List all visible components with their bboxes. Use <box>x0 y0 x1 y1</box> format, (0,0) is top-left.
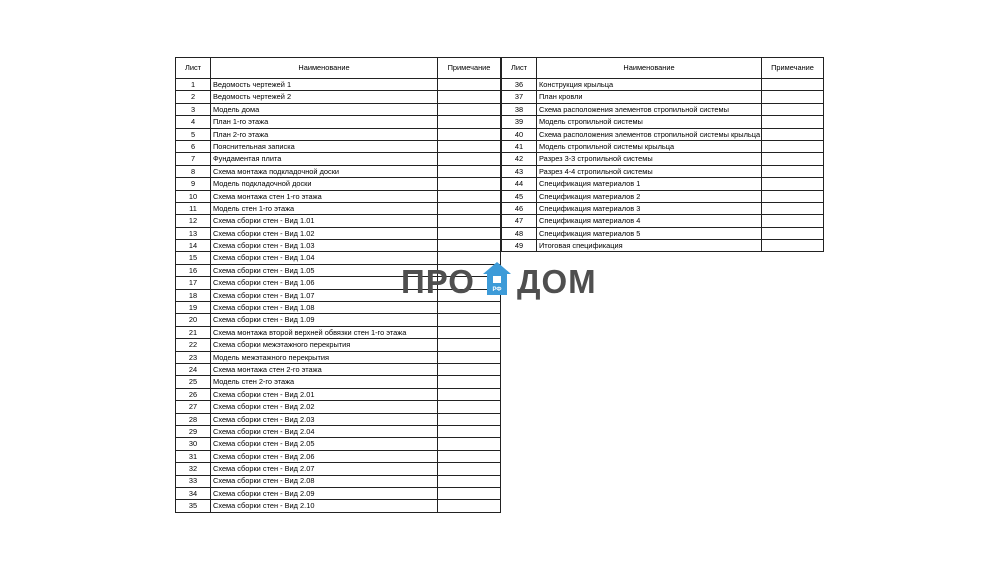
sheet-note <box>762 178 824 190</box>
sheet-note <box>438 178 501 190</box>
sheet-number: 48 <box>502 227 537 239</box>
sheet-number: 43 <box>502 165 537 177</box>
table-row <box>502 79 824 91</box>
sheet-name: Модель стропильной системы крыльца <box>537 140 762 152</box>
table-row <box>176 376 501 388</box>
table-row <box>176 363 501 375</box>
sheet-number: 32 <box>176 463 211 475</box>
sheet-name: Ведомость чертежей 1 <box>211 79 438 91</box>
table-row <box>176 202 501 214</box>
sheet-number: 31 <box>176 450 211 462</box>
table-row <box>176 240 501 252</box>
prodom-logo <box>401 262 601 300</box>
col-header-name: Наименование <box>211 58 438 79</box>
sheet-note <box>762 116 824 128</box>
sheet-name: Спецификация материалов 4 <box>537 215 762 227</box>
sheet-number: 38 <box>502 103 537 115</box>
sheet-number: 40 <box>502 128 537 140</box>
table-row <box>176 463 501 475</box>
sheet-name: Спецификация материалов 5 <box>537 227 762 239</box>
sheet-note <box>762 103 824 115</box>
sheet-name: Итоговая спецификация <box>537 240 762 252</box>
table-row <box>176 227 501 239</box>
sheet-name: Схема монтажа стен 2-го этажа <box>211 363 438 375</box>
sheet-name: Схема сборки стен - Вид 1.08 <box>211 302 438 314</box>
table-row <box>176 487 501 499</box>
table-row <box>176 413 501 425</box>
sheet-number: 20 <box>176 314 211 326</box>
sheet-note <box>762 240 824 252</box>
sheet-name: Разрез 3-3 стропильной системы <box>537 153 762 165</box>
sheet-number: 45 <box>502 190 537 202</box>
sheet-note <box>438 103 501 115</box>
table-row <box>176 153 501 165</box>
sheet-name: Модель подкладочной доски <box>211 178 438 190</box>
sheet-name: План 2-го этажа <box>211 128 438 140</box>
sheet-note <box>438 314 501 326</box>
sheet-number: 7 <box>176 153 211 165</box>
sheet-number: 47 <box>502 215 537 227</box>
table-row <box>176 326 501 338</box>
sheet-number: 13 <box>176 227 211 239</box>
table-row <box>176 339 501 351</box>
sheet-note <box>762 215 824 227</box>
sheet-number: 41 <box>502 140 537 152</box>
table-row <box>176 302 501 314</box>
sheet-number: 37 <box>502 91 537 103</box>
sheet-name: Модель межэтажного перекрытия <box>211 351 438 363</box>
sheet-number: 46 <box>502 202 537 214</box>
sheet-note <box>438 475 501 487</box>
sheet-note <box>438 165 501 177</box>
table-row <box>176 388 501 400</box>
table-header-row <box>502 58 824 79</box>
sheet-number: 23 <box>176 351 211 363</box>
sheet-note <box>438 425 501 437</box>
table-row <box>176 103 501 115</box>
table-row <box>176 190 501 202</box>
table-row <box>502 215 824 227</box>
sheet-name: Схема сборки стен - Вид 2.07 <box>211 463 438 475</box>
sheet-note <box>762 128 824 140</box>
sheet-number: 26 <box>176 388 211 400</box>
sheet-note <box>438 215 501 227</box>
table-row <box>502 91 824 103</box>
logo-text-pro: ПРО <box>401 263 475 300</box>
table-row <box>502 227 824 239</box>
sheet-note <box>438 339 501 351</box>
sheet-name: Схема монтажа стен 1-го этажа <box>211 190 438 202</box>
table-body-right <box>502 79 824 252</box>
drawings-table-right <box>501 57 824 252</box>
sheet-note <box>438 376 501 388</box>
sheet-note <box>438 450 501 462</box>
sheet-number: 18 <box>176 289 211 301</box>
sheet-number: 11 <box>176 202 211 214</box>
sheet-number: 21 <box>176 326 211 338</box>
sheet-number: 19 <box>176 302 211 314</box>
sheet-name: Схема сборки стен - Вид 2.10 <box>211 500 438 512</box>
sheet-note <box>438 140 501 152</box>
sheet-name: Схема сборки стен - Вид 2.04 <box>211 425 438 437</box>
col-header-note: Примечание <box>762 58 824 79</box>
col-header-note: Примечание <box>438 58 501 79</box>
sheet-number: 33 <box>176 475 211 487</box>
logo-text-dom: ДОМ <box>517 263 597 300</box>
table-header-row <box>176 58 501 79</box>
sheet-number: 36 <box>502 79 537 91</box>
sheet-note <box>438 202 501 214</box>
sheet-number: 3 <box>176 103 211 115</box>
sheet-number: 2 <box>176 91 211 103</box>
col-header-sheet: Лист <box>176 58 211 79</box>
sheet-number: 34 <box>176 487 211 499</box>
sheet-number: 16 <box>176 264 211 276</box>
sheet-name: План кровли <box>537 91 762 103</box>
table-row <box>176 351 501 363</box>
sheet-number: 9 <box>176 178 211 190</box>
sheet-note <box>438 240 501 252</box>
sheet-note <box>762 202 824 214</box>
sheet-note <box>762 227 824 239</box>
sheet-number: 14 <box>176 240 211 252</box>
table-row <box>176 128 501 140</box>
sheet-name: Схема сборки стен - Вид 1.03 <box>211 240 438 252</box>
sheet-note <box>438 500 501 512</box>
sheet-name: Схема сборки стен - Вид 1.05 <box>211 264 438 276</box>
sheet-number: 12 <box>176 215 211 227</box>
sheet-name: Схема сборки стен - Вид 1.09 <box>211 314 438 326</box>
table-row <box>502 103 824 115</box>
sheet-note <box>762 165 824 177</box>
sheet-name: Схема сборки стен - Вид 2.06 <box>211 450 438 462</box>
sheet-name: Спецификация материалов 2 <box>537 190 762 202</box>
sheet-number: 28 <box>176 413 211 425</box>
sheet-number: 42 <box>502 153 537 165</box>
sheet-name: Конструкция крыльца <box>537 79 762 91</box>
sheet-name: Схема монтажа второй верхней обвязки стен 1-го этажа <box>211 326 438 338</box>
sheet-note <box>438 153 501 165</box>
sheet-name: Схема сборки стен - Вид 2.02 <box>211 401 438 413</box>
sheet-note <box>438 302 501 314</box>
table-row <box>502 165 824 177</box>
sheet-number: 10 <box>176 190 211 202</box>
sheet-name: Модель стен 2-го этажа <box>211 376 438 388</box>
sheet-note <box>762 91 824 103</box>
sheet-name: Фундаментая плита <box>211 153 438 165</box>
table-row <box>176 401 501 413</box>
table-row <box>176 215 501 227</box>
sheet-number: 15 <box>176 252 211 264</box>
sheet-name: Модель дома <box>211 103 438 115</box>
sheet-note <box>438 91 501 103</box>
sheet-note <box>438 438 501 450</box>
sheet-name: Схема сборки стен - Вид 1.04 <box>211 252 438 264</box>
sheet-number: 44 <box>502 178 537 190</box>
sheet-number: 39 <box>502 116 537 128</box>
table-row <box>502 140 824 152</box>
logo-text-rf: РФ <box>492 287 502 293</box>
sheet-number: 5 <box>176 128 211 140</box>
table-row <box>176 116 501 128</box>
sheet-number: 4 <box>176 116 211 128</box>
table-row <box>176 91 501 103</box>
sheet-note <box>762 140 824 152</box>
col-header-sheet: Лист <box>502 58 537 79</box>
table-row <box>176 425 501 437</box>
sheet-name: Схема сборки стен - Вид 2.09 <box>211 487 438 499</box>
sheet-name: Пояснительная записка <box>211 140 438 152</box>
table-row <box>176 314 501 326</box>
sheet-note <box>438 463 501 475</box>
sheet-number: 29 <box>176 425 211 437</box>
sheet-name: Схема расположения элементов стропильной системы крыльца <box>537 128 762 140</box>
sheet-note <box>438 363 501 375</box>
col-header-name: Наименование <box>537 58 762 79</box>
sheet-note <box>438 388 501 400</box>
sheet-number: 49 <box>502 240 537 252</box>
sheet-number: 25 <box>176 376 211 388</box>
table-row <box>176 500 501 512</box>
sheet-note <box>438 413 501 425</box>
sheet-name: Разрез 4-4 стропильной системы <box>537 165 762 177</box>
sheet-note <box>438 128 501 140</box>
table-row <box>502 178 824 190</box>
sheet-number: 24 <box>176 363 211 375</box>
sheet-name: Схема сборки стен - Вид 2.03 <box>211 413 438 425</box>
sheet-note <box>438 227 501 239</box>
table-row <box>502 202 824 214</box>
sheet-number: 17 <box>176 277 211 289</box>
sheet-name: Схема сборки стен - Вид 1.01 <box>211 215 438 227</box>
sheet-name: Спецификация материалов 1 <box>537 178 762 190</box>
table-row <box>502 116 824 128</box>
sheet-note <box>438 79 501 91</box>
table-row <box>176 438 501 450</box>
sheet-number: 22 <box>176 339 211 351</box>
sheet-name: Схема сборки стен - Вид 2.08 <box>211 475 438 487</box>
sheet-note <box>438 326 501 338</box>
sheet-note <box>762 153 824 165</box>
sheet-name: Модель стропильной системы <box>537 116 762 128</box>
sheet-note <box>438 487 501 499</box>
sheet-name: Схема сборки стен - Вид 1.07 <box>211 289 438 301</box>
sheet-note <box>438 401 501 413</box>
sheet-name: Спецификация материалов 3 <box>537 202 762 214</box>
sheet-name: Ведомость чертежей 2 <box>211 91 438 103</box>
sheet-name: Схема сборки стен - Вид 1.06 <box>211 277 438 289</box>
table-row <box>176 79 501 91</box>
sheet-number: 35 <box>176 500 211 512</box>
table-row <box>176 140 501 152</box>
sheet-name: Схема сборки межэтажного перекрытия <box>211 339 438 351</box>
sheet-name: Схема сборки стен - Вид 2.01 <box>211 388 438 400</box>
table-row <box>502 153 824 165</box>
table-row <box>176 475 501 487</box>
sheet-number: 1 <box>176 79 211 91</box>
sheet-number: 8 <box>176 165 211 177</box>
table-row <box>176 165 501 177</box>
table-row <box>176 450 501 462</box>
sheet-note <box>438 116 501 128</box>
sheet-number: 30 <box>176 438 211 450</box>
table-row <box>176 178 501 190</box>
sheet-note <box>762 190 824 202</box>
sheet-note <box>762 79 824 91</box>
table-row <box>502 128 824 140</box>
sheet-note <box>438 190 501 202</box>
sheet-name: Схема расположения элементов стропильной системы <box>537 103 762 115</box>
table-row <box>502 190 824 202</box>
sheet-number: 27 <box>176 401 211 413</box>
table-row <box>502 240 824 252</box>
sheet-name: Модель стен 1-го этажа <box>211 202 438 214</box>
sheet-name: Схема сборки стен - Вид 1.02 <box>211 227 438 239</box>
sheet-note <box>438 351 501 363</box>
sheet-name: План 1-го этажа <box>211 116 438 128</box>
sheet-name: Схема сборки стен - Вид 2.05 <box>211 438 438 450</box>
sheet-number: 6 <box>176 140 211 152</box>
sheet-name: Схема монтажа подкладочной доски <box>211 165 438 177</box>
